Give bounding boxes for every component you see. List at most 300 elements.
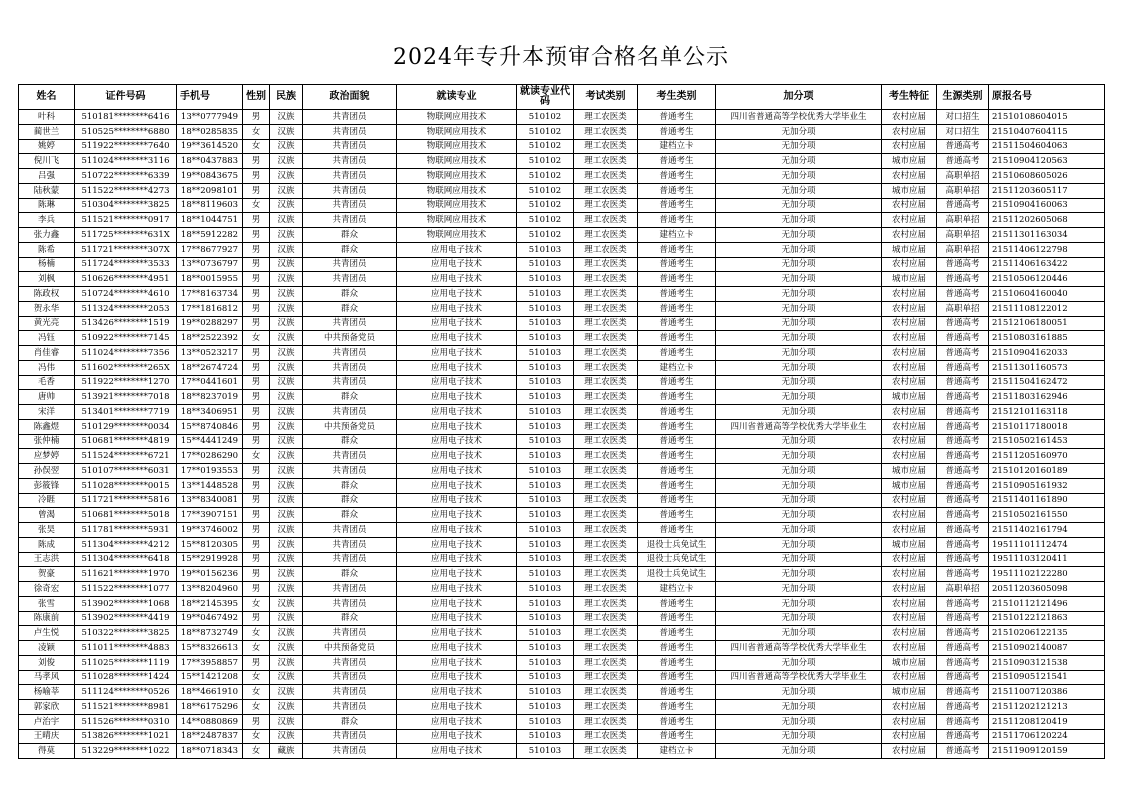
major-cell: 物联网应用技术 (397, 154, 517, 169)
bonus-cell: 无加分项 (716, 301, 882, 316)
major-cell: 应用电子技术 (397, 390, 517, 405)
source-category-cell: 高职单招 (937, 183, 989, 198)
source-category-cell: 普通高考 (937, 596, 989, 611)
bonus-cell: 无加分项 (716, 744, 882, 759)
political-status-cell: 共青团员 (303, 169, 397, 184)
gender-cell: 男 (243, 390, 270, 405)
candidate-type-cell: 普通考生 (638, 478, 716, 493)
registration-number-cell: 20511203605098 (989, 582, 1105, 597)
source-category-cell: 普通高考 (937, 523, 989, 538)
major-cell: 应用电子技术 (397, 582, 517, 597)
bonus-cell: 无加分项 (716, 360, 882, 375)
id-number-cell: 510129********0034 (75, 419, 177, 434)
exam-category-cell: 理工农医类 (574, 685, 638, 700)
id-number-cell: 511724********3533 (75, 257, 177, 272)
source-category-cell: 普通高考 (937, 360, 989, 375)
gender-cell: 男 (243, 567, 270, 582)
candidate-feature-cell: 农村应届 (882, 139, 937, 154)
ethnicity-cell: 汉族 (270, 390, 303, 405)
major-cell: 物联网应用技术 (397, 124, 517, 139)
phone-cell: 17**8163734 (177, 287, 243, 302)
ethnicity-cell: 汉族 (270, 552, 303, 567)
political-status-cell: 共青团员 (303, 464, 397, 479)
name-cell: 陈成 (19, 537, 75, 552)
registration-number-cell: 21510112121496 (989, 596, 1105, 611)
major-code-cell: 510103 (517, 744, 574, 759)
phone-cell: 18**4661910 (177, 685, 243, 700)
gender-cell: 男 (243, 272, 270, 287)
registration-number-cell: 21511203605117 (989, 183, 1105, 198)
source-category-cell: 高职单招 (937, 242, 989, 257)
col-header: 民族 (270, 85, 303, 110)
name-cell: 蔺世兰 (19, 124, 75, 139)
candidate-type-cell: 普通考生 (638, 154, 716, 169)
ethnicity-cell: 汉族 (270, 523, 303, 538)
political-status-cell: 群众 (303, 301, 397, 316)
name-cell: 陈政权 (19, 287, 75, 302)
table-row (19, 567, 1105, 582)
political-status-cell: 群众 (303, 508, 397, 523)
source-category-cell: 普通高考 (937, 375, 989, 390)
political-status-cell: 群众 (303, 434, 397, 449)
major-code-cell: 510103 (517, 478, 574, 493)
source-category-cell: 普通高考 (937, 478, 989, 493)
source-category-cell: 普通高考 (937, 567, 989, 582)
major-cell: 应用电子技术 (397, 714, 517, 729)
source-category-cell: 普通高考 (937, 744, 989, 759)
registration-number-cell: 21511108122012 (989, 301, 1105, 316)
name-cell: 刘枫 (19, 272, 75, 287)
phone-cell: 15**1421208 (177, 670, 243, 685)
exam-category-cell: 理工农医类 (574, 508, 638, 523)
candidate-type-cell: 普通考生 (638, 434, 716, 449)
candidate-type-cell: 建档立卡 (638, 228, 716, 243)
phone-cell: 14**0880869 (177, 714, 243, 729)
table-row (19, 228, 1105, 243)
exam-category-cell: 理工农医类 (574, 390, 638, 405)
candidate-type-cell: 普通考生 (638, 301, 716, 316)
gender-cell: 男 (243, 493, 270, 508)
name-cell: 唐帅 (19, 390, 75, 405)
source-category-cell: 高职单招 (937, 213, 989, 228)
major-code-cell: 510102 (517, 228, 574, 243)
major-code-cell: 510103 (517, 567, 574, 582)
ethnicity-cell: 汉族 (270, 242, 303, 257)
gender-cell: 女 (243, 670, 270, 685)
bonus-cell: 无加分项 (716, 169, 882, 184)
political-status-cell: 中共预备党员 (303, 331, 397, 346)
col-header: 考生类别 (638, 85, 716, 110)
col-header: 就读专业代码 (517, 85, 574, 110)
ethnicity-cell: 汉族 (270, 331, 303, 346)
ethnicity-cell: 藏族 (270, 744, 303, 759)
phone-cell: 17**0193553 (177, 464, 243, 479)
candidate-type-cell: 普通考生 (638, 124, 716, 139)
name-cell: 彭筱锋 (19, 478, 75, 493)
name-cell: 张力鑫 (19, 228, 75, 243)
major-code-cell: 510103 (517, 346, 574, 361)
phone-cell: 13**8204960 (177, 582, 243, 597)
bonus-cell: 无加分项 (716, 331, 882, 346)
registration-number-cell: 21511301160573 (989, 360, 1105, 375)
table-row (19, 729, 1105, 744)
bonus-cell: 无加分项 (716, 552, 882, 567)
phone-cell: 18**2522392 (177, 331, 243, 346)
table-row (19, 493, 1105, 508)
phone-cell: 15**8120305 (177, 537, 243, 552)
col-header: 姓名 (19, 85, 75, 110)
registration-number-cell: 21510904120563 (989, 154, 1105, 169)
major-cell: 应用电子技术 (397, 493, 517, 508)
candidate-feature-cell: 农村应届 (882, 213, 937, 228)
table-row (19, 449, 1105, 464)
id-number-cell: 511304********4212 (75, 537, 177, 552)
candidate-feature-cell: 城市应届 (882, 685, 937, 700)
ethnicity-cell: 汉族 (270, 287, 303, 302)
ethnicity-cell: 汉族 (270, 655, 303, 670)
id-number-cell: 511781********5931 (75, 523, 177, 538)
name-cell: 姚婷 (19, 139, 75, 154)
exam-category-cell: 理工农医类 (574, 537, 638, 552)
major-cell: 应用电子技术 (397, 567, 517, 582)
id-number-cell: 511922********7640 (75, 139, 177, 154)
source-category-cell: 普通高考 (937, 272, 989, 287)
table-row (19, 257, 1105, 272)
major-code-cell: 510102 (517, 198, 574, 213)
major-cell: 物联网应用技术 (397, 169, 517, 184)
exam-category-cell: 理工农医类 (574, 714, 638, 729)
candidate-feature-cell: 农村应届 (882, 582, 937, 597)
political-status-cell: 共青团员 (303, 346, 397, 361)
bonus-cell: 四川省普通高等学校优秀大学毕业生 (716, 419, 882, 434)
name-cell: 徐奇宏 (19, 582, 75, 597)
gender-cell: 男 (243, 523, 270, 538)
registration-number-cell: 21511909120159 (989, 744, 1105, 759)
candidate-type-cell: 普通考生 (638, 729, 716, 744)
bonus-cell: 无加分项 (716, 700, 882, 715)
political-status-cell: 共青团员 (303, 523, 397, 538)
id-number-cell: 511304********6418 (75, 552, 177, 567)
political-status-cell: 群众 (303, 714, 397, 729)
id-number-cell: 511524********6721 (75, 449, 177, 464)
political-status-cell: 群众 (303, 390, 397, 405)
candidate-feature-cell: 农村应届 (882, 552, 937, 567)
political-status-cell: 群众 (303, 493, 397, 508)
gender-cell: 男 (243, 257, 270, 272)
candidate-feature-cell: 农村应届 (882, 331, 937, 346)
major-cell: 物联网应用技术 (397, 198, 517, 213)
gender-cell: 男 (243, 478, 270, 493)
candidate-type-cell: 普通考生 (638, 169, 716, 184)
major-cell: 应用电子技术 (397, 360, 517, 375)
roster-table (18, 84, 1105, 759)
bonus-cell: 无加分项 (716, 405, 882, 420)
exam-category-cell: 理工农医类 (574, 405, 638, 420)
gender-cell: 男 (243, 537, 270, 552)
id-number-cell: 513902********1068 (75, 596, 177, 611)
ethnicity-cell: 汉族 (270, 596, 303, 611)
exam-category-cell: 理工农医类 (574, 552, 638, 567)
source-category-cell: 普通高考 (937, 700, 989, 715)
phone-cell: 13**0736797 (177, 257, 243, 272)
registration-number-cell: 21510108604015 (989, 110, 1105, 125)
major-code-cell: 510103 (517, 405, 574, 420)
candidate-type-cell: 普通考生 (638, 596, 716, 611)
id-number-cell: 510922********7145 (75, 331, 177, 346)
id-number-cell: 511721********307X (75, 242, 177, 257)
candidate-type-cell: 普通考生 (638, 257, 716, 272)
bonus-cell: 无加分项 (716, 154, 882, 169)
phone-cell: 17**3907151 (177, 508, 243, 523)
gender-cell: 男 (243, 405, 270, 420)
exam-category-cell: 理工农医类 (574, 700, 638, 715)
bonus-cell: 无加分项 (716, 655, 882, 670)
candidate-feature-cell: 农村应届 (882, 301, 937, 316)
name-cell: 宋洋 (19, 405, 75, 420)
registration-number-cell: 21511202605068 (989, 213, 1105, 228)
id-number-cell: 511922********1270 (75, 375, 177, 390)
name-cell: 冷睚 (19, 493, 75, 508)
candidate-feature-cell: 农村应届 (882, 744, 937, 759)
major-cell: 应用电子技术 (397, 700, 517, 715)
id-number-cell: 510304********3825 (75, 198, 177, 213)
source-category-cell: 普通高考 (937, 508, 989, 523)
exam-category-cell: 理工农医类 (574, 611, 638, 626)
political-status-cell: 共青团员 (303, 449, 397, 464)
phone-cell: 17**0441601 (177, 375, 243, 390)
table-row (19, 124, 1105, 139)
exam-category-cell: 理工农医类 (574, 213, 638, 228)
exam-category-cell: 理工农医类 (574, 523, 638, 538)
political-status-cell: 共青团员 (303, 154, 397, 169)
source-category-cell: 普通高考 (937, 626, 989, 641)
gender-cell: 男 (243, 611, 270, 626)
gender-cell: 男 (243, 714, 270, 729)
exam-category-cell: 理工农医类 (574, 183, 638, 198)
exam-category-cell: 理工农医类 (574, 641, 638, 656)
table-row (19, 582, 1105, 597)
id-number-cell: 511025********1119 (75, 655, 177, 670)
table-row (19, 183, 1105, 198)
major-code-cell: 510103 (517, 287, 574, 302)
name-cell: 吕强 (19, 169, 75, 184)
candidate-type-cell: 普通考生 (638, 375, 716, 390)
candidate-type-cell: 普通考生 (638, 685, 716, 700)
registration-number-cell: 21511406163422 (989, 257, 1105, 272)
name-cell: 叶科 (19, 110, 75, 125)
major-code-cell: 510103 (517, 641, 574, 656)
ethnicity-cell: 汉族 (270, 449, 303, 464)
phone-cell: 19**3614520 (177, 139, 243, 154)
table-row (19, 464, 1105, 479)
major-cell: 应用电子技术 (397, 596, 517, 611)
registration-number-cell: 21510608605026 (989, 169, 1105, 184)
candidate-type-cell: 普通考生 (638, 523, 716, 538)
political-status-cell: 共青团员 (303, 552, 397, 567)
gender-cell: 男 (243, 508, 270, 523)
source-category-cell: 普通高考 (937, 655, 989, 670)
registration-number-cell: 21510122121863 (989, 611, 1105, 626)
id-number-cell: 511324********2053 (75, 301, 177, 316)
political-status-cell: 共青团员 (303, 272, 397, 287)
phone-cell: 13**8340081 (177, 493, 243, 508)
id-number-cell: 510681********4819 (75, 434, 177, 449)
major-code-cell: 510103 (517, 434, 574, 449)
table-row (19, 685, 1105, 700)
major-cell: 物联网应用技术 (397, 183, 517, 198)
exam-category-cell: 理工农医类 (574, 257, 638, 272)
table-row (19, 301, 1105, 316)
name-cell: 杨喻莘 (19, 685, 75, 700)
phone-cell: 18**0437883 (177, 154, 243, 169)
exam-category-cell: 理工农医类 (574, 331, 638, 346)
exam-category-cell: 理工农医类 (574, 301, 638, 316)
major-cell: 应用电子技术 (397, 744, 517, 759)
bonus-cell: 无加分项 (716, 714, 882, 729)
exam-category-cell: 理工农医类 (574, 434, 638, 449)
major-code-cell: 510103 (517, 464, 574, 479)
candidate-feature-cell: 城市应届 (882, 464, 937, 479)
ethnicity-cell: 汉族 (270, 154, 303, 169)
major-cell: 应用电子技术 (397, 552, 517, 567)
table-row (19, 360, 1105, 375)
ethnicity-cell: 汉族 (270, 582, 303, 597)
source-category-cell: 普通高考 (937, 434, 989, 449)
ethnicity-cell: 汉族 (270, 419, 303, 434)
gender-cell: 男 (243, 183, 270, 198)
major-code-cell: 510103 (517, 670, 574, 685)
name-cell: 毛香 (19, 375, 75, 390)
major-code-cell: 510103 (517, 655, 574, 670)
candidate-feature-cell: 农村应届 (882, 360, 937, 375)
phone-cell: 15**8326613 (177, 641, 243, 656)
candidate-feature-cell: 农村应届 (882, 523, 937, 538)
candidate-feature-cell: 农村应届 (882, 670, 937, 685)
candidate-type-cell: 普通考生 (638, 449, 716, 464)
exam-category-cell: 理工农医类 (574, 169, 638, 184)
gender-cell: 女 (243, 685, 270, 700)
table-row (19, 508, 1105, 523)
name-cell: 马孝风 (19, 670, 75, 685)
major-code-cell: 510102 (517, 139, 574, 154)
gender-cell: 女 (243, 139, 270, 154)
table-row (19, 287, 1105, 302)
major-cell: 应用电子技术 (397, 655, 517, 670)
major-code-cell: 510103 (517, 493, 574, 508)
ethnicity-cell: 汉族 (270, 626, 303, 641)
ethnicity-cell: 汉族 (270, 183, 303, 198)
id-number-cell: 511028********0015 (75, 478, 177, 493)
candidate-type-cell: 普通考生 (638, 405, 716, 420)
candidate-type-cell: 普通考生 (638, 242, 716, 257)
candidate-feature-cell: 农村应届 (882, 169, 937, 184)
major-code-cell: 510103 (517, 301, 574, 316)
candidate-type-cell: 普通考生 (638, 346, 716, 361)
political-status-cell: 群众 (303, 228, 397, 243)
ethnicity-cell: 汉族 (270, 611, 303, 626)
ethnicity-cell: 汉族 (270, 641, 303, 656)
political-status-cell: 群众 (303, 611, 397, 626)
table-row (19, 316, 1105, 331)
source-category-cell: 高职单招 (937, 582, 989, 597)
candidate-type-cell: 普通考生 (638, 714, 716, 729)
bonus-cell: 无加分项 (716, 611, 882, 626)
registration-number-cell: 21510502161550 (989, 508, 1105, 523)
candidate-feature-cell: 农村应届 (882, 346, 937, 361)
registration-number-cell: 21510803161885 (989, 331, 1105, 346)
col-header: 考生特征 (882, 85, 937, 110)
candidate-type-cell: 普通考生 (638, 700, 716, 715)
id-number-cell: 511725********631X (75, 228, 177, 243)
candidate-feature-cell: 农村应届 (882, 641, 937, 656)
id-number-cell: 511024********3116 (75, 154, 177, 169)
exam-category-cell: 理工农医类 (574, 478, 638, 493)
id-number-cell: 510322********3825 (75, 626, 177, 641)
exam-category-cell: 理工农医类 (574, 139, 638, 154)
exam-category-cell: 理工农医类 (574, 729, 638, 744)
candidate-feature-cell: 农村应届 (882, 626, 937, 641)
table-row (19, 744, 1105, 759)
registration-number-cell: 21510904160063 (989, 198, 1105, 213)
gender-cell: 女 (243, 744, 270, 759)
political-status-cell: 共青团员 (303, 316, 397, 331)
major-code-cell: 510103 (517, 390, 574, 405)
name-cell: 倪川飞 (19, 154, 75, 169)
political-status-cell: 共青团员 (303, 375, 397, 390)
table-row (19, 641, 1105, 656)
source-category-cell: 普通高考 (937, 729, 989, 744)
name-cell: 郭家欣 (19, 700, 75, 715)
candidate-feature-cell: 城市应届 (882, 537, 937, 552)
bonus-cell: 无加分项 (716, 567, 882, 582)
registration-number-cell: 21510120160189 (989, 464, 1105, 479)
phone-cell: 18**5912282 (177, 228, 243, 243)
id-number-cell: 513229********1022 (75, 744, 177, 759)
table-row (19, 213, 1105, 228)
major-code-cell: 510103 (517, 508, 574, 523)
source-category-cell: 普通高考 (937, 139, 989, 154)
exam-category-cell: 理工农医类 (574, 744, 638, 759)
col-header: 原报名号 (989, 85, 1105, 110)
candidate-type-cell: 普通考生 (638, 508, 716, 523)
phone-cell: 13**1448528 (177, 478, 243, 493)
name-cell: 卢生悦 (19, 626, 75, 641)
ethnicity-cell: 汉族 (270, 700, 303, 715)
candidate-feature-cell: 城市应届 (882, 242, 937, 257)
registration-number-cell: 21511007120386 (989, 685, 1105, 700)
political-status-cell: 共青团员 (303, 124, 397, 139)
page-title: 2024年专升本预审合格名单公示 (393, 45, 729, 70)
table-row (19, 419, 1105, 434)
phone-cell: 18**0718343 (177, 744, 243, 759)
phone-cell: 18**0015955 (177, 272, 243, 287)
bonus-cell: 四川省普通高等学校优秀大学毕业生 (716, 641, 882, 656)
table-row (19, 552, 1105, 567)
political-status-cell: 共青团员 (303, 744, 397, 759)
candidate-type-cell: 普通考生 (638, 287, 716, 302)
exam-category-cell: 理工农医类 (574, 346, 638, 361)
major-cell: 应用电子技术 (397, 242, 517, 257)
major-cell: 物联网应用技术 (397, 139, 517, 154)
exam-category-cell: 理工农医类 (574, 375, 638, 390)
gender-cell: 男 (243, 419, 270, 434)
ethnicity-cell: 汉族 (270, 685, 303, 700)
phone-cell: 18**8237019 (177, 390, 243, 405)
gender-cell: 男 (243, 110, 270, 125)
candidate-feature-cell: 农村应届 (882, 508, 937, 523)
political-status-cell: 共青团员 (303, 139, 397, 154)
gender-cell: 男 (243, 464, 270, 479)
